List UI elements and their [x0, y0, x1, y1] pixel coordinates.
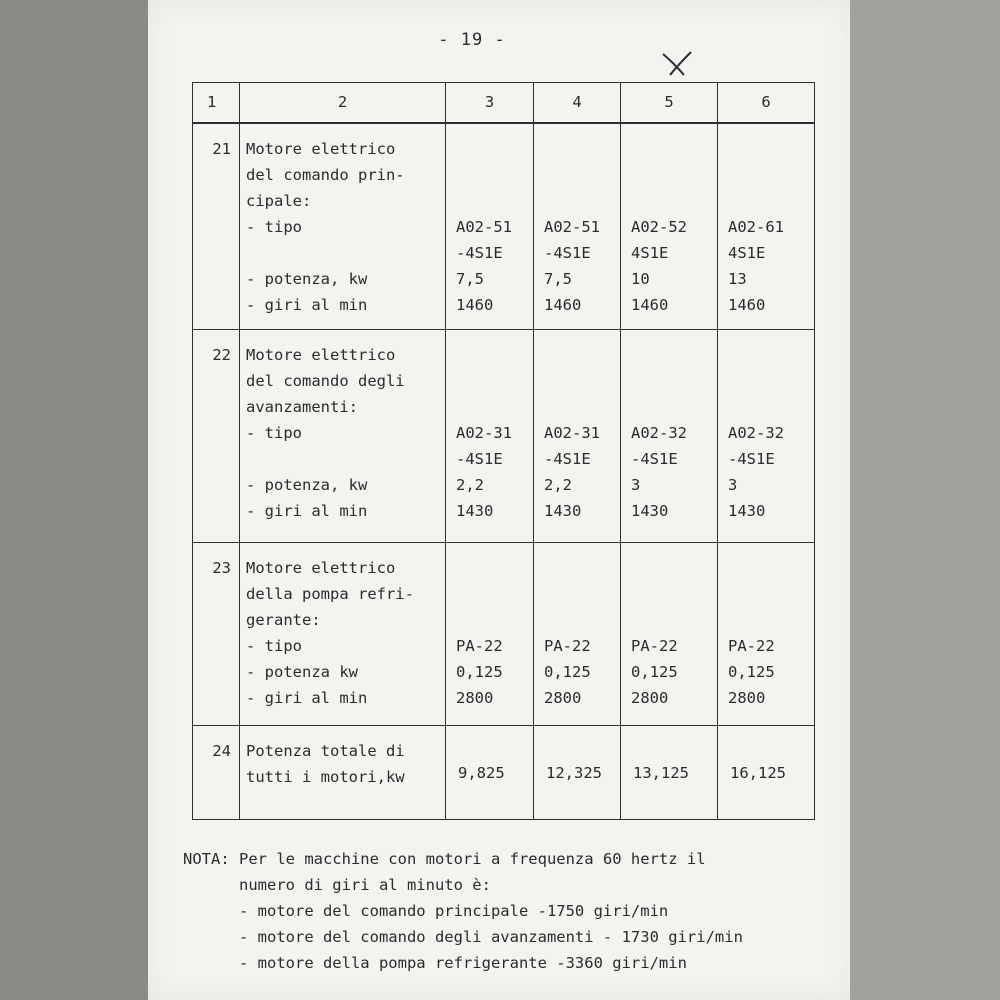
footnote-line: NOTA: Per le macchine con motori a frequenza 60 hertz il [183, 850, 706, 868]
table-row [193, 726, 815, 820]
value-cell-col-3: A02-51 -4S1E 7,5 1460 [446, 123, 534, 330]
footnote [183, 846, 743, 976]
value-cell-col-3: PA-22 0,125 2800 [446, 543, 534, 726]
value-cell-col-5: A02-52 4S1E 10 1460 [621, 123, 718, 330]
value-cell-col-6: A02-61 4S1E 13 1460 [718, 123, 815, 330]
value-cell-col-6: A02-32 -4S1E 3 1430 [718, 330, 815, 543]
value-cell-col-4: A02-51 -4S1E 7,5 1460 [534, 123, 621, 330]
value-cell-col-5: A02-32 -4S1E 3 1430 [621, 330, 718, 543]
page-number: - 19 - [438, 30, 506, 50]
header-col-1: 1 [193, 83, 240, 123]
row-description: Potenza totale di tutti i motori,kw [240, 726, 446, 820]
specification-table [192, 82, 815, 820]
header-col-5: 5 [621, 83, 718, 123]
header-col-4: 4 [534, 83, 621, 123]
footnote-line: numero di giri al minuto è: [183, 876, 491, 894]
total-col-5: 13,125 [621, 726, 718, 820]
value-cell-col-4: A02-31 -4S1E 2,2 1430 [534, 330, 621, 543]
background-edge [850, 0, 1000, 1000]
footnote-line: - motore del comando degli avanzamenti - 1730 giri/min [183, 928, 743, 946]
footnote-line: - motore del comando principale -1750 giri/min [183, 902, 669, 920]
handwritten-x-mark [660, 50, 694, 78]
row-number: 21 [193, 123, 240, 330]
value-cell-col-5: PA-22 0,125 2800 [621, 543, 718, 726]
header-col-2: 2 [240, 83, 446, 123]
header-row [193, 83, 815, 123]
header-col-3: 3 [446, 83, 534, 123]
row-description: Motore elettrico del comando degli avanzamenti: - tipo - potenza, kw - giri al min [240, 330, 446, 543]
footnote-line: - motore della pompa refrigerante -3360 giri/min [183, 954, 687, 972]
value-cell-col-6: PA-22 0,125 2800 [718, 543, 815, 726]
table-row [193, 543, 815, 726]
header-col-6: 6 [718, 83, 815, 123]
total-col-4: 12,325 [534, 726, 621, 820]
total-col-6: 16,125 [718, 726, 815, 820]
table-row [193, 330, 815, 543]
row-number: 23 [193, 543, 240, 726]
row-description: Motore elettrico del comando prin- cipale: - tipo - potenza, kw - giri al min [240, 123, 446, 330]
row-number: 22 [193, 330, 240, 543]
row-description: Motore elettrico della pompa refri- gerante: - tipo - potenza kw - giri al min [240, 543, 446, 726]
row-number: 24 [193, 726, 240, 820]
table-row [193, 123, 815, 330]
total-col-3: 9,825 [446, 726, 534, 820]
value-cell-col-4: PA-22 0,125 2800 [534, 543, 621, 726]
value-cell-col-3: A02-31 -4S1E 2,2 1430 [446, 330, 534, 543]
